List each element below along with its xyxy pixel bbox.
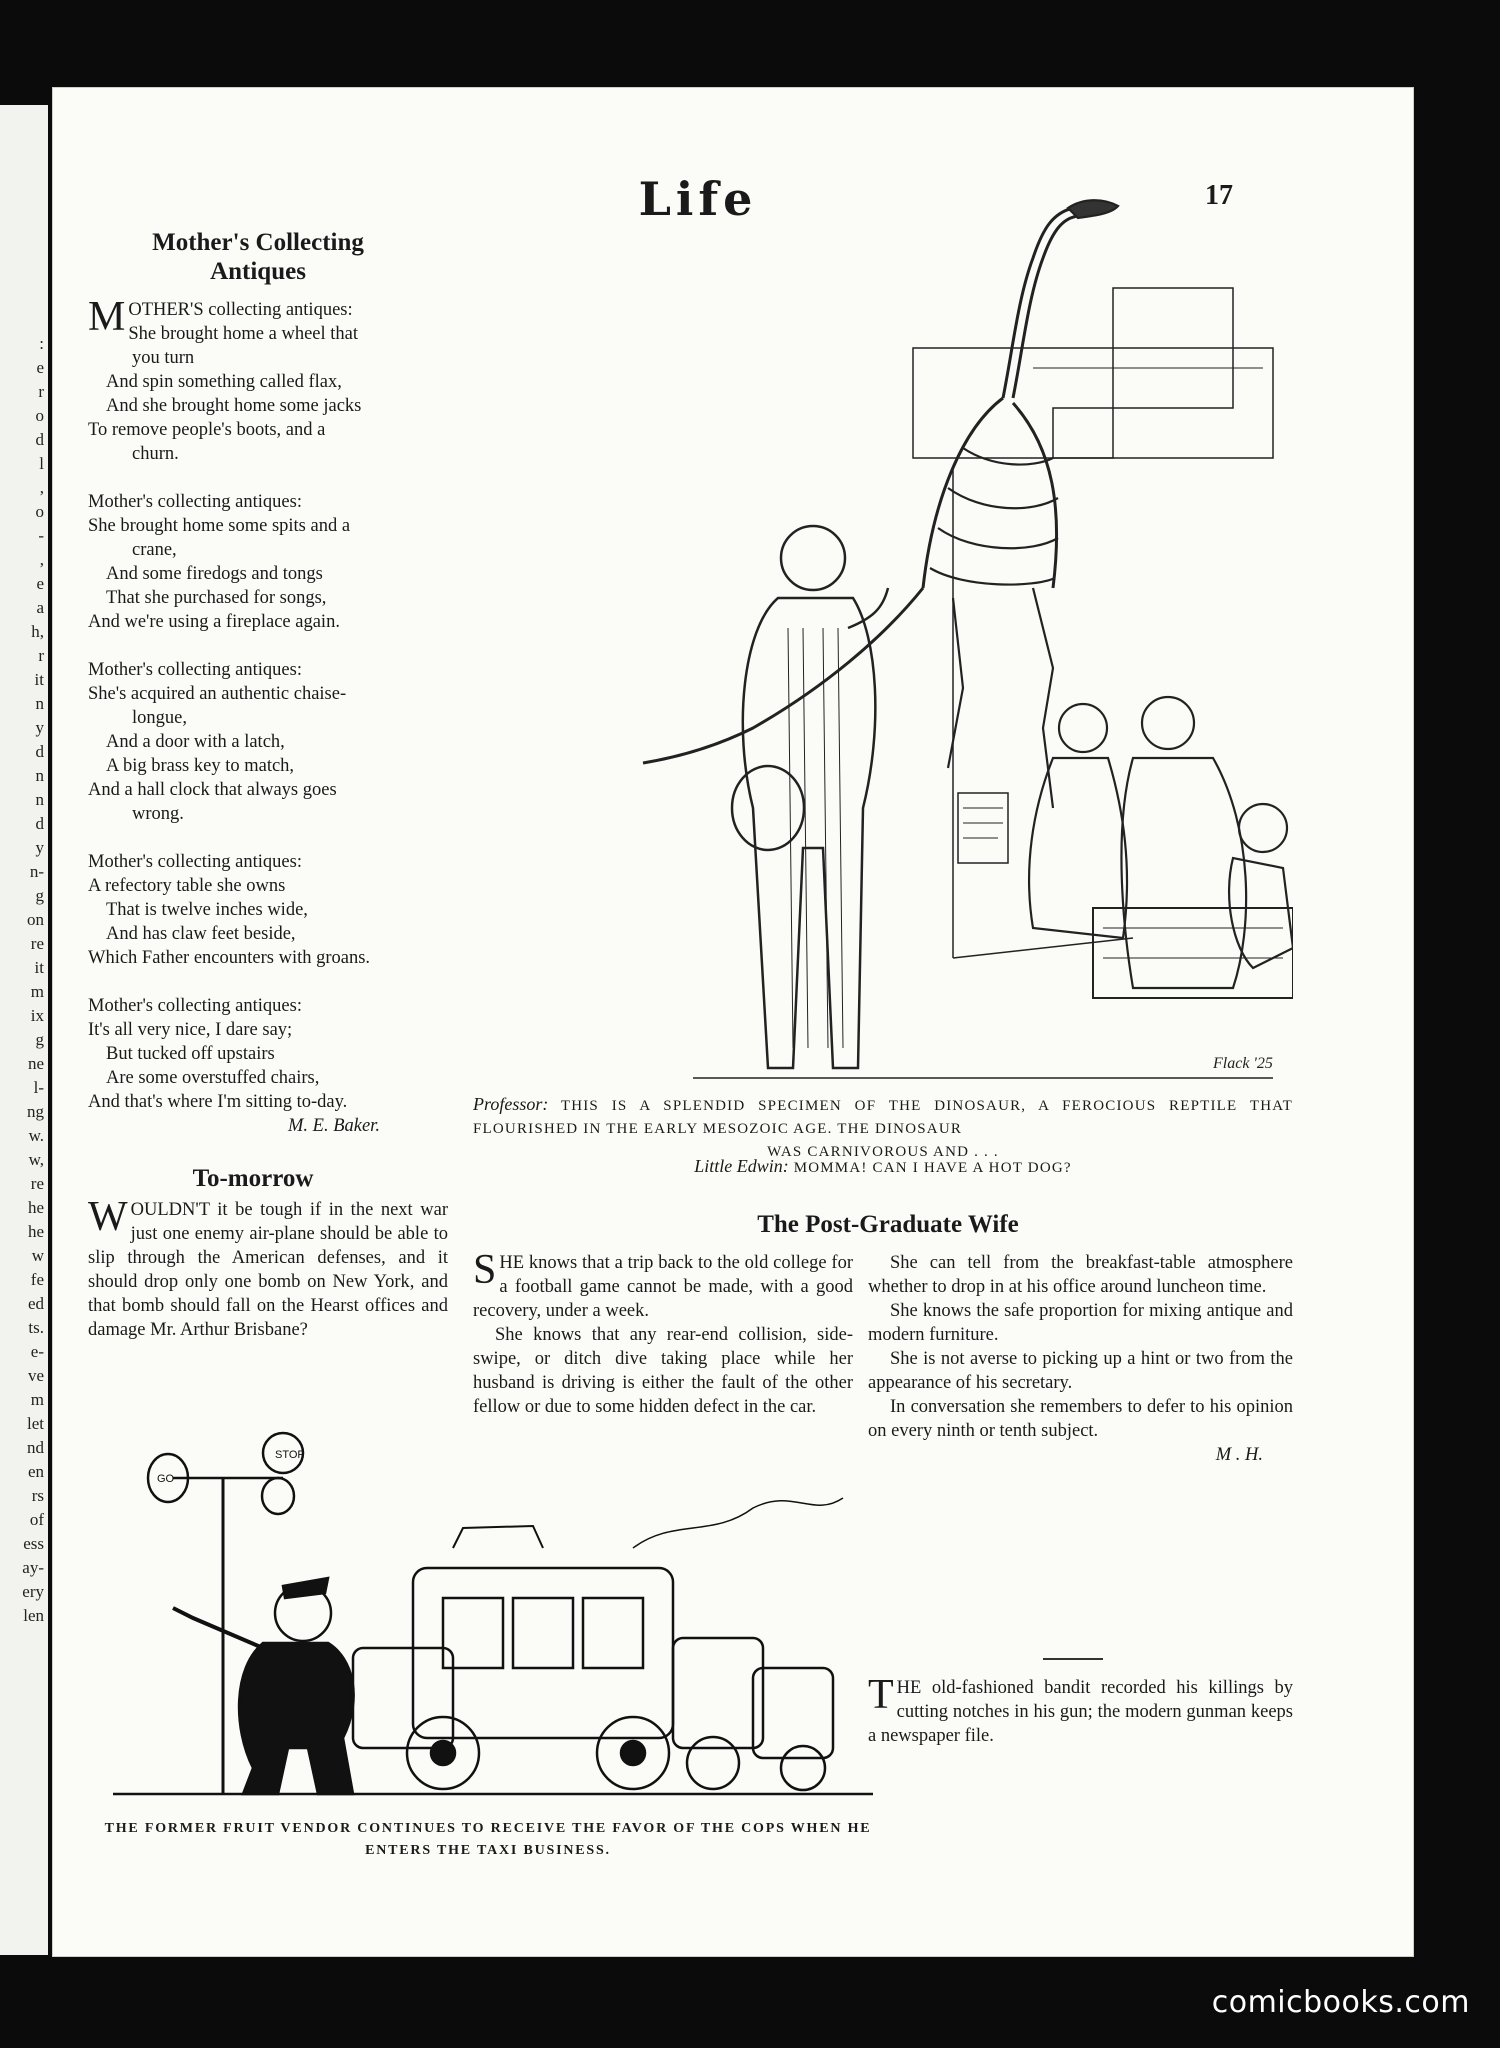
- stanza-5: [88, 994, 448, 1138]
- adjacent-page-fragment: ng: [27, 1102, 44, 1121]
- caption-speaker: Professor:: [473, 1094, 549, 1114]
- poem-line: Mother's collecting antiques:: [88, 852, 302, 872]
- poem-body: [88, 294, 448, 1138]
- adjacent-page-fragment: en: [27, 1462, 44, 1481]
- poem-line: And a hall clock that always goes: [88, 780, 337, 800]
- cartoon-caption: THE FORMER FRUIT VENDOR CONTINUES TO RECEIVE THE FAVOR OF THE COPS WHEN HE ENTERS THE TAXI BUSINESS.: [104, 1821, 872, 1858]
- poem-line: Mother's collecting antiques:: [88, 492, 302, 512]
- dinosaur-museum-illustration: [493, 168, 1293, 1128]
- adjacent-page-fragment: ed: [27, 1294, 44, 1313]
- poem-line: And some firedogs and tongs: [106, 564, 323, 584]
- adjacent-page-fragment: it: [34, 670, 44, 689]
- adjacent-page-fragment: of: [29, 1510, 44, 1529]
- adjacent-page-fragment: fe: [30, 1270, 44, 1289]
- stop-sign-text: STOP: [275, 1449, 305, 1461]
- adjacent-page-fragment: ve: [27, 1366, 44, 1385]
- poem-line: And that's where I'm sitting to-day.: [88, 1092, 348, 1112]
- poem-line: A big brass key to match,: [106, 756, 295, 776]
- poem-line: longue,: [132, 708, 187, 728]
- masthead: Life: [638, 172, 758, 226]
- adjacent-page-fragment: he: [27, 1222, 44, 1241]
- caption-speaker: Little Edwin:: [694, 1156, 789, 1176]
- adjacent-page-fragment: r: [38, 646, 44, 665]
- poem-line: It's all very nice, I dare say;: [88, 1020, 293, 1040]
- poem-line: OTHER'S collecting antiques:: [128, 300, 353, 320]
- adjacent-page-fragment: n: [35, 766, 44, 785]
- divider: [1043, 1658, 1103, 1660]
- bandit-paragraph: [868, 1672, 1293, 1748]
- adjacent-page-fragment: d: [35, 742, 44, 761]
- adjacent-page-fragment: a: [36, 598, 44, 617]
- post-graduate-title: The Post-Graduate Wife: [757, 1211, 1019, 1238]
- page-number: 17: [1205, 180, 1233, 211]
- adjacent-page-fragment: re: [30, 1174, 44, 1193]
- poem-line: That is twelve inches wide,: [106, 900, 308, 920]
- adjacent-page-fragment: ne: [27, 1054, 44, 1073]
- adjacent-page-fragment: w: [31, 1246, 44, 1265]
- adjacent-page-fragment: on: [27, 910, 44, 929]
- poem-line: you turn: [132, 348, 195, 368]
- adjacent-page-fragment: y: [35, 718, 44, 737]
- adjacent-page-fragment: y: [35, 838, 44, 857]
- adjacent-page-fragment: w,: [28, 1150, 44, 1169]
- adjacent-page-fragment: rs: [31, 1486, 44, 1505]
- adjacent-page-fragment: n: [35, 694, 44, 713]
- poem-line: And spin something called flax,: [106, 372, 342, 392]
- adjacent-page-fragment: e: [36, 358, 44, 377]
- adjacent-page-fragment: m: [30, 982, 44, 1001]
- adjacent-page-fragment: ,: [39, 550, 44, 569]
- adjacent-page-fragment: he: [27, 1198, 44, 1217]
- adjacent-page-fragment: len: [23, 1606, 44, 1625]
- poem-line: She's acquired an authentic chaise-: [88, 684, 347, 704]
- adjacent-page-fragment: o: [35, 502, 44, 521]
- paragraph: She knows the safe proportion for mixing antique and modern furniture.: [868, 1301, 1293, 1345]
- adjacent-page-fragment: r: [38, 382, 44, 401]
- poem-line: Are some overstuffed chairs,: [106, 1068, 320, 1088]
- poem-line: And she brought home some jacks: [106, 396, 362, 416]
- poem-line: A refectory table she owns: [88, 876, 286, 896]
- poem-line: Which Father encounters with groans.: [88, 948, 371, 968]
- tomorrow-body: [88, 1194, 448, 1342]
- caption-text-cont: WAS CARNIVOROUS AND . . .: [767, 1144, 999, 1160]
- poem-title: Mother's Collecting Antiques: [152, 229, 364, 285]
- bandit-text: HE old-fashioned bandit recorded his killings by cutting notches in his gun; the modern gunman keeps a newspaper file.: [868, 1678, 1293, 1746]
- caption-text: THIS IS A SPLENDID SPECIMEN OF THE DINOSAUR, A FEROCIOUS REPTILE THAT FLOURISHED IN THE EARLY MESOZOIC AGE. THE DINOSAUR: [473, 1098, 1293, 1137]
- poem-line: Mother's collecting antiques:: [88, 996, 302, 1016]
- drop-cap: M: [88, 294, 126, 340]
- adjacent-page-fragment: d: [35, 814, 44, 833]
- adjacent-page-fragment: n-: [29, 862, 44, 881]
- paragraph: She knows that any rear-end collision, side-swipe, or ditch dive taking place while her husband is driving is either the fault of the other fellow or due to some hidden defect in the car.: [473, 1325, 853, 1417]
- poem-line: She brought home some spits and a: [88, 516, 351, 536]
- stanza-3: [88, 658, 448, 826]
- watermark: comicbooks.com: [1211, 1985, 1470, 2020]
- post-graduate-col1: [473, 1247, 853, 1419]
- adjacent-page-fragment: ,: [39, 478, 44, 497]
- post-graduate-col2: [868, 1251, 1293, 1467]
- drop-cap: S: [473, 1247, 497, 1293]
- go-sign-text: GO: [157, 1473, 175, 1485]
- poem-line: And has claw feet beside,: [106, 924, 296, 944]
- adjacent-page-fragment: re: [30, 934, 44, 953]
- poem-signature: M. E. Baker.: [288, 1116, 380, 1136]
- adjacent-page-fragment: l-: [33, 1078, 44, 1097]
- poem-line: But tucked off upstairs: [106, 1044, 275, 1064]
- dinosaur-caption: [473, 1093, 1293, 1164]
- taxi-cartoon: [113, 1408, 893, 1808]
- poem-line: crane,: [132, 540, 177, 560]
- paragraph: She can tell from the breakfast-table atmosphere whether to drop in at his office around luncheon time.: [868, 1253, 1293, 1297]
- edwin-line: [473, 1156, 1293, 1177]
- magazine-page: [53, 88, 1413, 1956]
- caption-text: MOMMA! CAN I HAVE A HOT DOG?: [793, 1160, 1072, 1176]
- stanza-1: [88, 294, 448, 466]
- poem-line: wrong.: [132, 804, 184, 824]
- paragraph: She is not averse to picking up a hint or two from the appearance of his secretary.: [868, 1349, 1293, 1393]
- adjacent-page-fragment: nd: [27, 1438, 44, 1457]
- poem-line: And we're using a fireplace again.: [88, 612, 340, 632]
- post-graduate-signature: M . H.: [1215, 1445, 1263, 1465]
- adjacent-page-fragment: o: [35, 406, 44, 425]
- adjacent-page-fragment: h,: [31, 622, 44, 641]
- poem-line: She brought home a wheel that: [128, 324, 359, 344]
- stanza-4: [88, 850, 448, 970]
- adjacent-page-fragment: g: [35, 1030, 44, 1049]
- stanza-2: [88, 490, 448, 634]
- paragraph: In conversation she remembers to defer to his opinion on every ninth or tenth subject.: [868, 1397, 1293, 1441]
- poem-line: And a door with a latch,: [106, 732, 285, 752]
- tomorrow-text: OULDN'T it be tough if in the next war just one enemy air-plane should be able to slip through the American defenses, and it should drop only one bomb on New York, and that bomb should fall on the Hearst offices and damage Mr. Arthur Brisbane?: [88, 1200, 448, 1340]
- adjacent-page-fragment: w.: [28, 1126, 44, 1145]
- adjacent-page-fragment: ess: [23, 1534, 44, 1553]
- adjacent-page-fragment: d: [35, 430, 44, 449]
- tomorrow-title: To-morrow: [192, 1165, 314, 1192]
- poem-line: To remove people's boots, and a: [88, 420, 326, 440]
- adjacent-page-fragment: let: [27, 1414, 44, 1433]
- poem-line: Mother's collecting antiques:: [88, 660, 302, 680]
- paragraph: HE knows that a trip back to the old college for a football game cannot be made, with a good recovery, under a week.: [473, 1253, 853, 1321]
- adjacent-page-fragment: :: [39, 334, 44, 353]
- artist-signature: Flack '25: [1213, 1055, 1273, 1072]
- adjacent-page-fragment: n: [35, 790, 44, 809]
- adjacent-page-fragment: e: [36, 574, 44, 593]
- poem-line: churn.: [132, 444, 179, 464]
- adjacent-page-fragment: ery: [22, 1582, 44, 1601]
- adjacent-page-fragment: ix: [30, 1006, 44, 1025]
- adjacent-page-fragment: ts.: [28, 1318, 44, 1337]
- adjacent-page-fragment: it: [34, 958, 44, 977]
- adjacent-page-fragment: g: [35, 886, 44, 905]
- adjacent-page-fragment: -: [38, 526, 44, 545]
- adjacent-page-edge: [0, 105, 48, 1955]
- poem-line: That she purchased for songs,: [106, 588, 327, 608]
- adjacent-page-fragment: m: [30, 1390, 44, 1409]
- adjacent-page-fragment: l: [39, 454, 44, 473]
- drop-cap: W: [88, 1194, 128, 1240]
- drop-cap: T: [868, 1672, 894, 1718]
- adjacent-page-fragment: e-: [30, 1342, 44, 1361]
- adjacent-page-fragment: ay-: [22, 1558, 44, 1577]
